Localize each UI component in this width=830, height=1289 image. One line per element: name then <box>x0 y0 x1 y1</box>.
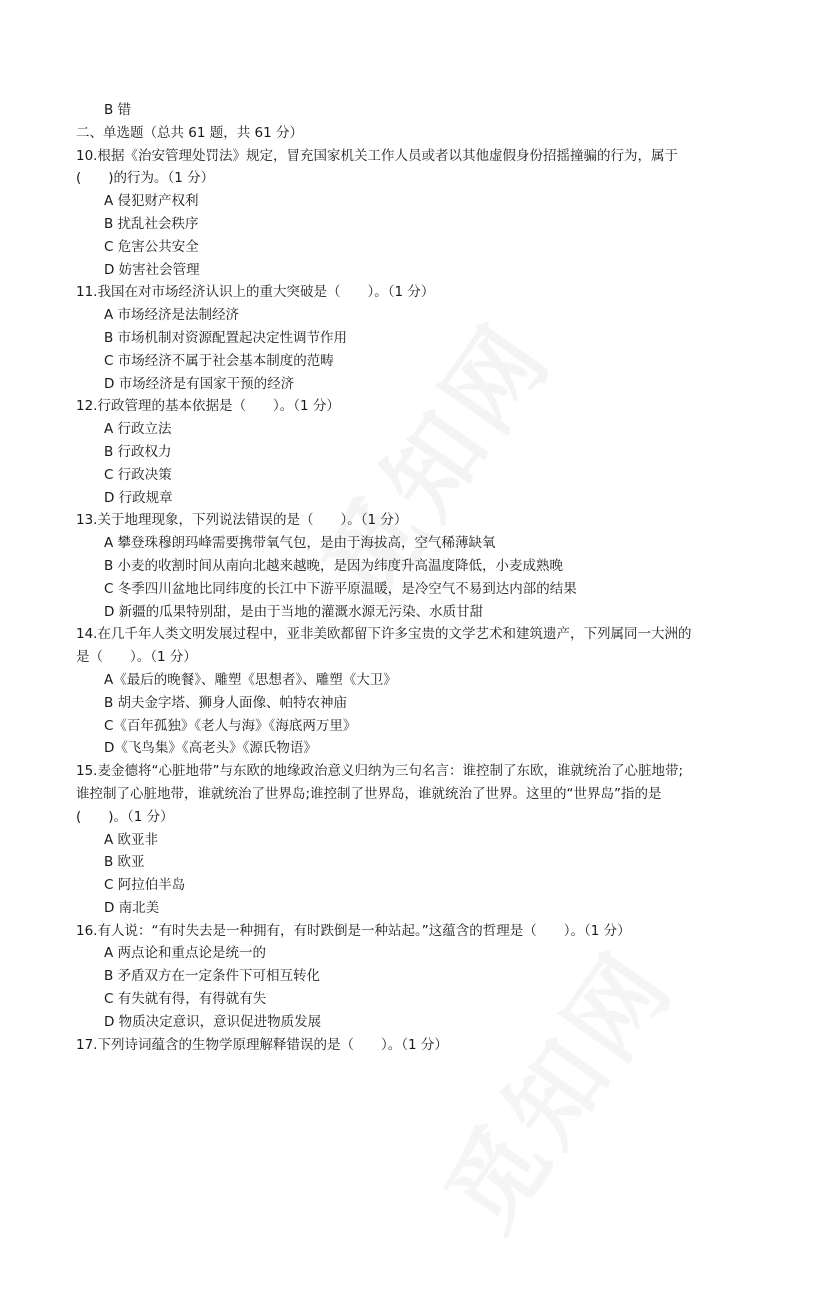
option-b-previous: B 错 <box>104 102 132 118</box>
question-10-option-d: D 妨害社会管理 <box>104 261 200 278</box>
question-13-option-c: C 冬季四川盆地比同纬度的长江中下游平原温暖，是冷空气不易到达内部的结果 <box>104 580 577 597</box>
question-11-option-d: D 市场经济是有国家干预的经济 <box>104 375 295 392</box>
exam-content <box>76 99 756 1056</box>
question-11-option-b: B 市场机制对资源配置起决定性调节作用 <box>104 329 348 346</box>
question-15-option-a: A 欧亚非 <box>104 831 159 848</box>
question-15-stem: 15.麦金德将“心脏地带”与东欧的地缘政治意义归纳为三句名言：谁控制了东欧，谁就统治了心脏地带; <box>76 763 684 780</box>
question-12-stem: 12.行政管理的基本依据是（ ）。（1 分） <box>76 398 340 415</box>
question-13-option-d: D 新疆的瓜果特别甜，是由于当地的灌溉水源无污染、水质甘甜 <box>104 603 484 620</box>
question-10-option-a: A 侵犯财产权利 <box>104 193 199 210</box>
question-12-option-c: C 行政决策 <box>104 466 172 483</box>
question-15-option-b: B 欧亚 <box>104 854 145 871</box>
question-14-stem-cont: 是（ ）。（1 分） <box>76 649 197 666</box>
question-14-option-d: D《飞鸟集》《高老头》《源氏物语》 <box>104 740 317 757</box>
question-14-stem: 14.在几千年人类文明发展过程中，亚非美欧都留下许多宝贵的文学艺术和建筑遗产，下列属同一大洲的 <box>76 626 692 643</box>
question-11-option-a: A 市场经济是法制经济 <box>104 307 240 324</box>
question-17-stem: 17.下列诗词蕴含的生物学原理解释错误的是（ ）。（1 分） <box>76 1036 448 1053</box>
question-15-option-c: C 阿拉伯半岛 <box>104 877 186 894</box>
section-heading: 二、单选题（总共 61 题，共 61 分） <box>76 124 304 141</box>
question-16-option-c: C 有失就有得，有得就有失 <box>104 991 267 1008</box>
question-10-option-b: B 扰乱社会秩序 <box>104 215 199 232</box>
question-12-option-d: D 行政规章 <box>104 489 173 506</box>
question-16-stem: 16.有人说：“有时失去是一种拥有，有时跌倒是一种站起。”这蕴含的哲理是（ ）。（1 分） <box>76 922 631 939</box>
question-15-option-d: D 南北美 <box>104 899 160 916</box>
question-13-option-b: B 小麦的收割时间从南向北越来越晚，是因为纬度升高温度降低，小麦成熟晚 <box>104 557 564 574</box>
question-12-option-b: B 行政权力 <box>104 443 172 460</box>
question-16-option-b: B 矛盾双方在一定条件下可相互转化 <box>104 968 321 985</box>
question-15-stem-cont2: ( )。（1 分） <box>76 808 174 825</box>
question-10-option-c: C 危害公共安全 <box>104 238 199 255</box>
question-11-option-c: C 市场经济不属于社会基本制度的范畴 <box>104 352 334 369</box>
question-13-stem: 13.关于地理现象，下列说法错误的是（ ）。（1 分） <box>76 512 408 529</box>
question-15-stem-cont: 谁控制了心脏地带，谁就统治了世界岛;谁控制了世界岛，谁就统治了世界。这里的“世界岛”指的是 <box>76 785 662 802</box>
question-11-stem: 11.我国在对市场经济认识上的重大突破是（ ）。（1 分） <box>76 284 435 301</box>
question-16-option-d: D 物质决定意识，意识促进物质发展 <box>104 1013 322 1030</box>
question-13-option-a: A 攀登珠穆朗玛峰需要携带氧气包，是由于海拔高，空气稀薄缺氧 <box>104 535 496 552</box>
question-14-option-b: B 胡夫金字塔、狮身人面像、帕特农神庙 <box>104 694 348 711</box>
question-14-option-c: C《百年孤独》《老人与海》《海底两万里》 <box>104 717 357 734</box>
question-14-option-a: A《最后的晚餐》、雕塑《思想者》、雕塑《大卫》 <box>104 671 397 688</box>
question-10-stem: 10.根据《治安管理处罚法》规定，冒充国家机关工作人员或者以其他虚假身份招摇撞骗的行为，属于 <box>76 147 678 164</box>
question-16-option-a: A 两点论和重点论是统一的 <box>104 945 267 962</box>
question-12-option-a: A 行政立法 <box>104 421 172 438</box>
question-10-stem-cont: ( )的行为。（1 分） <box>76 170 215 187</box>
